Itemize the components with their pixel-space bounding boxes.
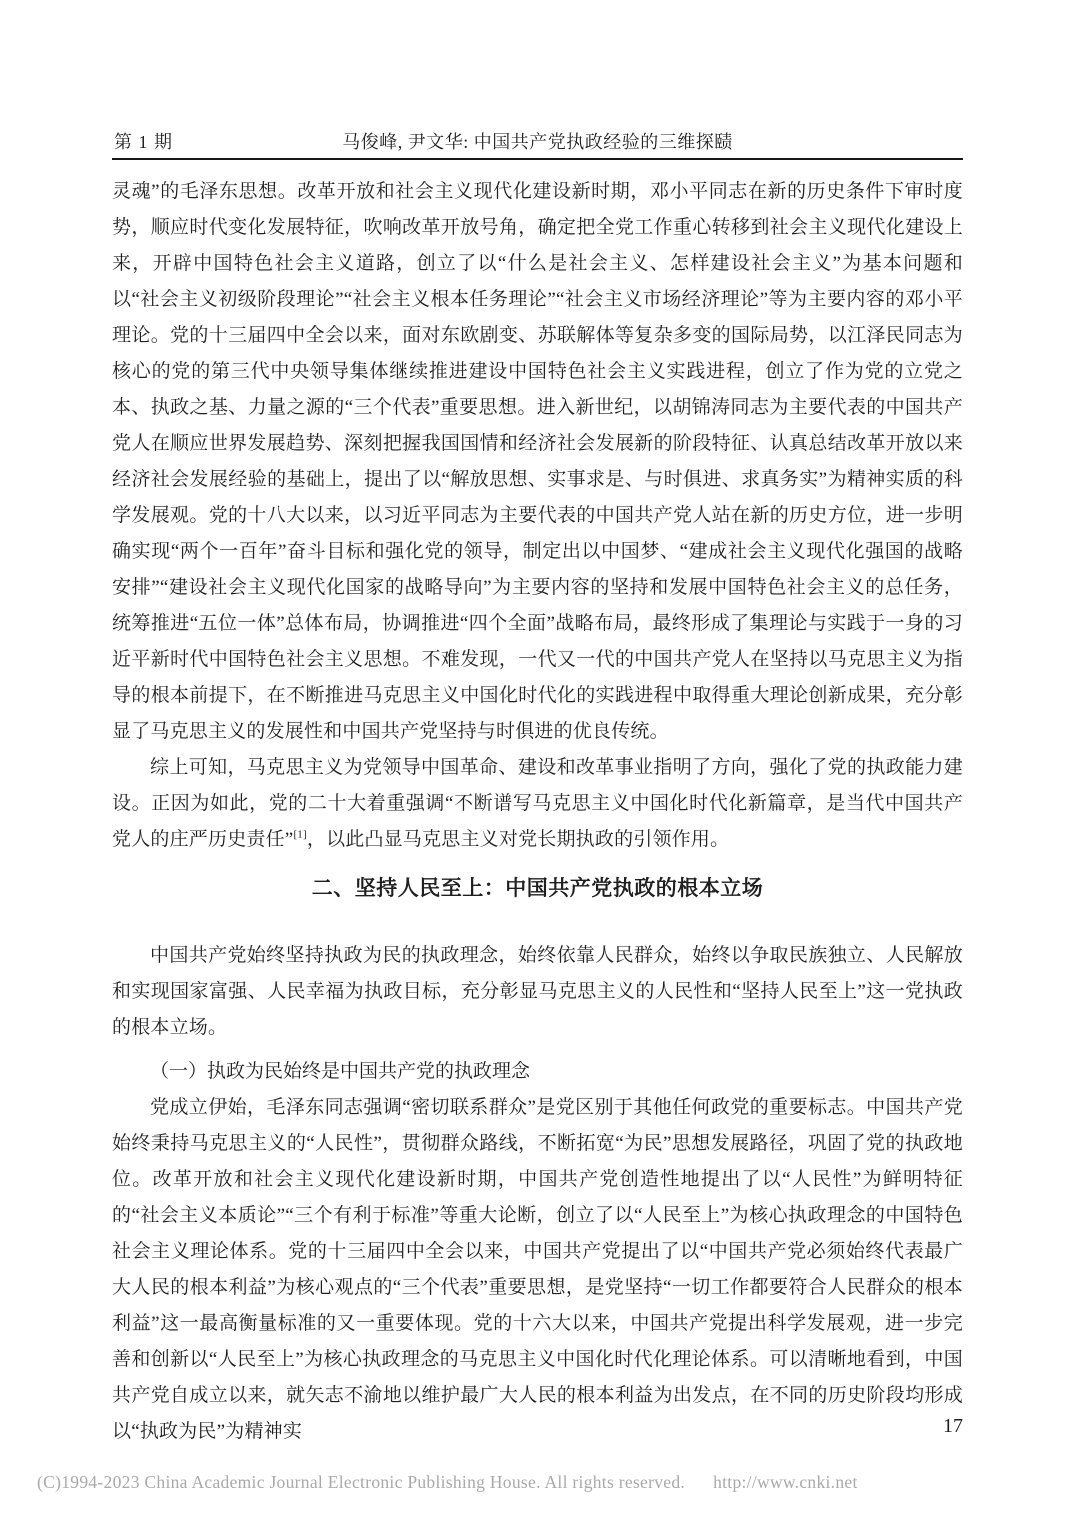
page-number: 17 [943,1415,963,1437]
running-header [112,129,963,155]
copyright-notice: (C)1994-2023 China Academic Journal Electronic Publishing House. All rights reserved. [37,1472,686,1492]
paragraph-summary-text: 综上可知，马克思主义为党领导中国革命、建设和改革事业指明了方向，强化了党的执政能力建设。正因为如此，党的二十大着重强调“不断谱写马克思主义中国化时代化新篇章，是当代中国共产党人的庄严历史责任” [112,757,963,850]
subsection-heading-2-1: （一）执政为民始终是中国共产党的执政理念 [150,1061,531,1082]
footnote-reference-1: [1] [293,828,307,841]
paragraph-subsection-body: 党成立伊始，毛泽东同志强调“密切联系群众”是党区别于其他任何政党的重要标志。中国共产党始终秉持马克思主义的“人民性”，贯彻群众路线，不断拓宽“为民”思想发展路径，巩固了党的执政地位。改革开放和社会主义现代化建设新时期，中国共产党创造性地提出了以“人民性”为鲜明特征的“社会主义本质论”“三个有利于标准”等重大论断，创立了以“人民至上”为核心执政理念的中国特色社会主义理论体系。党的十三届四中全会以来，中国共产党提出了以“中国共产党必须始终代表最广大人民的根本利益”为核心观点的“三个代表”重要思想，是党坚持“一切工作都要符合人民群众的根本利益”这一最高衡量标准的又一重要体现。党的十六大以来，中国共产党提出科学发展观，进一步完善和创新以“人民至上”为核心执政理念的马克思主义中国化时代化理论体系。可以清晰地看到，中国共产党自成立以来，就矢志不渝地以维护最广大人民的根本利益为出发点，在不同的历史阶段均形成以“执政为民”为精神实 [112,1097,963,1442]
page-content [112,174,963,1450]
section-heading-2: 二、坚持人民至上：中国共产党执政的根本立场 [311,876,764,900]
cnki-watermark [37,1470,1043,1494]
paragraph-continuation: 灵魂”的毛泽东思想。改革开放和社会主义现代化建设新时期，邓小平同志在新的历史条件下审时度势，顺应时代变化发展特征，吹响改革开放号角，确定把全党工作重心转移到社会主义现代化建设上来，开辟中国特色社会主义道路，创立了以“什么是社会主义、怎样建设社会主义”为基本问题和以“社会主义初级阶段理论”“社会主义根本任务理论”“社会主义市场经济理论”等为主要内容的邓小平理论。党的十三届四中全会以来，面对东欧剧变、苏联解体等复杂多变的国际局势，以江泽民同志为核心的党的第三代中央领导集体继续推进建设中国特色社会主义实践进程，创立了作为党的立党之本、执政之基、力量之源的“三个代表”重要思想。进入新世纪，以胡锦涛同志为主要代表的中国共产党人在顺应世界发展趋势、深刻把握我国国情和经济社会发展新的阶段特征、认真总结改革开放以来经济社会发展经验的基础上，提出了以“解放思想、实事求是、与时俱进、求真务实”为精神实质的科学发展观。党的十八大以来，以习近平同志为主要代表的中国共产党人站在新的历史方位，进一步明确实现“两个一百年”奋斗目标和强化党的领导，制定出以中国梦、“建成社会主义现代化强国的战略安排”“建设社会主义现代化国家的战略导向”为主要内容的坚持和发展中国特色社会主义的总任务，统筹推进“五位一体”总体布局，协调推进“四个全面”战略布局，最终形成了集理论与实践于一身的习近平新时代中国特色社会主义思想。不难发现，一代又一代的中国共产党人在坚持以马克思主义为指导的根本前提下，在不断推进马克思主义中国化时代化的实践进程中取得重大理论创新成果，充分彰显了马克思主义的发展性和中国共产党坚持与时俱进的优良传统。 [112,181,963,742]
issue-label: 第 1 期 [114,132,173,152]
cnki-url: http://www.cnki.net [713,1472,858,1492]
running-title: 马俊峰, 尹文华: 中国共产党执政经验的三维探赜 [342,132,733,152]
paragraph-summary [112,750,963,858]
header-divider [112,158,963,160]
paragraph-section-intro: 中国共产党始终坚持执政为民的执政理念，始终依靠人民群众，始终以争取民族独立、人民解放和实现国家富强、人民幸福为执政目标，充分彰显马克思主义的人民性和“坚持人民至上”这一党执政的根本立场。 [112,945,963,1038]
paragraph-summary-tail: ，以此凸显马克思主义对党长期执政的引领作用。 [306,829,730,850]
